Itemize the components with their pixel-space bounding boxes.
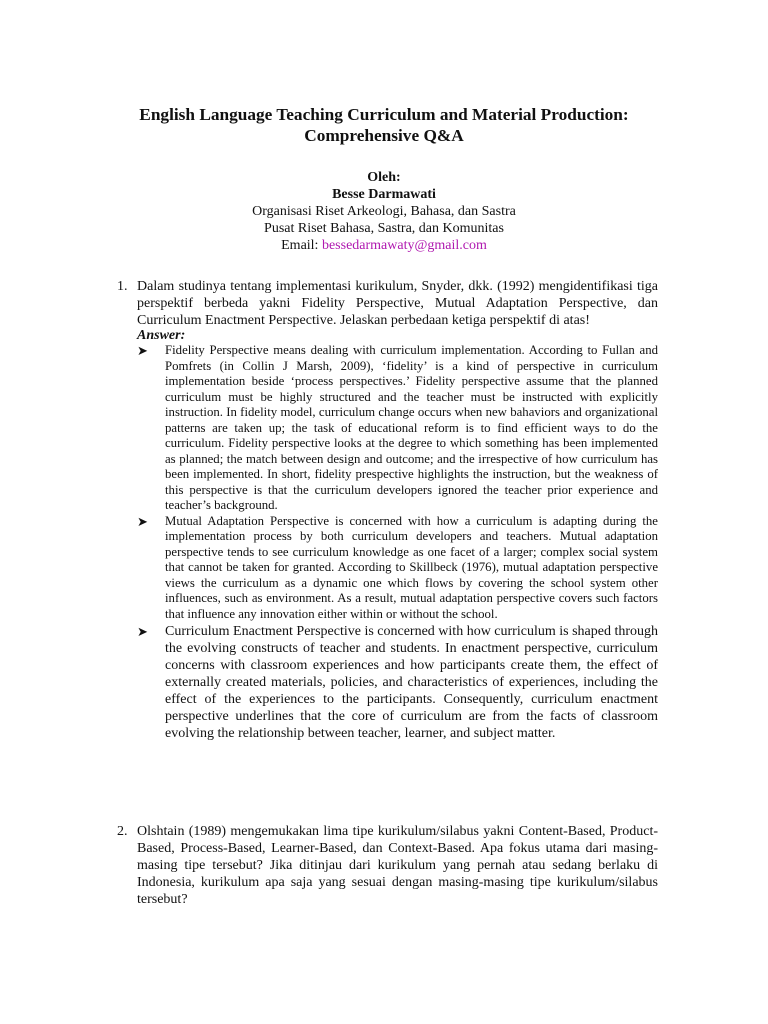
email-label: Email: — [281, 238, 322, 253]
document-title — [60, 104, 708, 146]
affiliation-line-2: Pusat Riset Bahasa, Sastra, dan Komunitas — [264, 221, 504, 236]
answer-bullet — [137, 623, 658, 742]
question-number: 2. — [117, 824, 128, 839]
bullet-text: Curriculum Enactment Perspective is concerned with how curriculum is shaped through the evolving constructs of teacher and students. In enactment perspective, curriculum concerns with classroom experiences and how participants create them, the effect of externally created materials, policies, and characteristics of experiences, including the effect of the experiences to the participants. Consequently, curriculum enactment perspective underlines that the core of curriculum are from the facts of classroom evolving the relationship between teacher, learner, and subject matter. — [165, 623, 658, 741]
answer-label: Answer: — [137, 328, 186, 343]
question-text: Olshtain (1989) mengemukakan lima tipe kurikulum/silabus yakni Content-Based, Product-Based, Process-Based, Learner-Based, dan Context-Based. Apa fokus utama dari masing-masing tipe tersebut? Jika ditinjau dari kurikulum yang pernah atau sedang berlaku di Indonesia, kurikulum apa saja yang sesuai dengan masing-masing tipe kurikulum/silabus tersebut? — [137, 824, 658, 907]
title-line-1: English Language Teaching Curriculum and Material Production: — [139, 105, 629, 124]
arrow-bullet-icon: ➤ — [137, 343, 148, 358]
bullet-text: Fidelity Perspective means dealing with curriculum implementation. According to Fullan and Pomfrets (in Collin J Marsh, 2009), ‘fidelity’ is a kind of perspective in curriculum implementation beside ‘process perspectives.’ Fidelity perspective assume that the planned curriculum must be highly structured and the teacher must be instructed with explicitly instruction. In fidelity model, curriculum change occurs when new bahaviors and organizational patterns are taken up; the task of educational reform is to find efficient ways to do the curriculum. Fidelity perspective looks at the degree to which something has been implemented as planned; the match between design and outcome; and the irrespective of how curriculum has been implemented. In short, fidelity prespective highlights the instruction, but the weakness of this perspective is that the curriculum developers ignored the teacher prior experience and teacher’s background. — [165, 343, 658, 512]
answer-bullet — [137, 343, 658, 514]
arrow-bullet-icon: ➤ — [137, 513, 148, 529]
oleh-label: Oleh: — [367, 170, 401, 185]
arrow-bullet-icon: ➤ — [137, 623, 148, 639]
affiliation-line-1: Organisasi Riset Arkeologi, Bahasa, dan Sastra — [252, 204, 516, 219]
bullet-text: Mutual Adaptation Perspective is concerned with how a curriculum is adapting during the implementation process by both curriculum developers and teachers. Mutual adaptation perspective tends to see curriculum knowledge as one facet of a larger; complex social system that cannot be taken for granted. According to Skillbeck (1976), mutual adaptation perspective views the curriculum as a dynamic one which flows by covering the school system other influences, such as environment. As a result, mutual adaptation perspective covers such factors that influence any innovation either within or without the school. — [165, 513, 658, 622]
title-line-2: Comprehensive Q&A — [304, 126, 464, 145]
answer-bullet — [137, 513, 658, 623]
question-text: Dalam studinya tentang implementasi kurikulum, Snyder, dkk. (1992) mengidentifikasi tiga perspektif berbeda yakni Fidelity Perspective, Mutual Adaptation Perspective, dan Curriculum Enactment Perspective. Jelaskan perbedaan ketiga perspektif di atas! — [137, 279, 658, 328]
document-header — [60, 104, 708, 254]
question-2 — [117, 823, 658, 908]
question-number: 1. — [117, 279, 128, 294]
email-link[interactable]: bessedarmawaty@gmail.com — [321, 238, 487, 253]
email-line — [60, 237, 708, 254]
question-1 — [117, 278, 658, 742]
author-name: Besse Darmawati — [332, 187, 436, 202]
